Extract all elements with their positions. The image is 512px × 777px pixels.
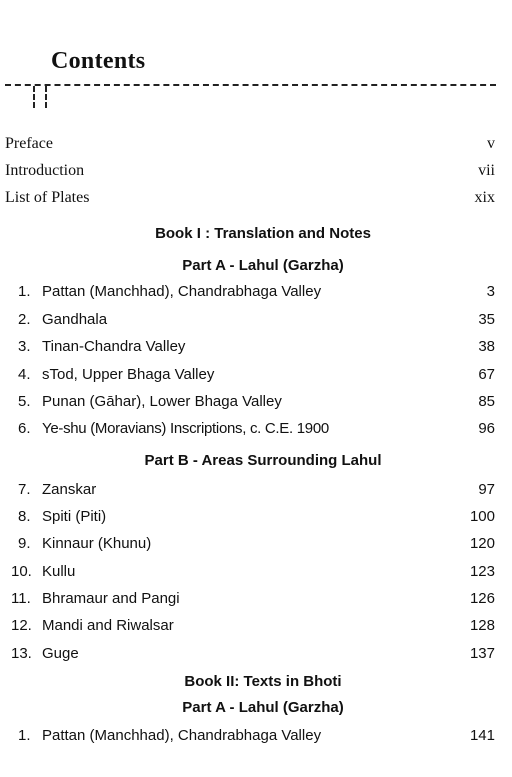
toc-page-number: 126: [469, 590, 495, 607]
toc-entry-number: 1.: [18, 283, 31, 300]
toc-entry-label: Introduction: [5, 162, 85, 179]
toc-entry[interactable]: [0, 364, 512, 386]
toc-entry-label: Mandi and Riwalsar: [42, 617, 174, 634]
page-title: Contents: [51, 48, 146, 74]
toc-entry-number: 1.: [18, 727, 31, 744]
toc-entry[interactable]: [0, 643, 512, 665]
toc-entry-label: Gandhala: [42, 311, 108, 328]
toc-entry-label: Kullu: [42, 563, 76, 580]
toc-entry[interactable]: [0, 336, 512, 358]
toc-entry-number: 5.: [18, 393, 31, 410]
toc-entry[interactable]: [0, 561, 512, 583]
toc-entry[interactable]: [0, 309, 512, 331]
toc-entry[interactable]: [0, 479, 512, 501]
toc-entry[interactable]: [0, 418, 512, 440]
toc-entry-label: Preface: [5, 135, 53, 152]
toc-entry[interactable]: [0, 588, 512, 610]
toc-entry-number: 8.: [18, 508, 31, 525]
toc-page-number: 137: [469, 645, 495, 662]
dashed-tick-right: [45, 86, 47, 108]
toc-entry-label: sTod, Upper Bhaga Valley: [42, 366, 215, 383]
toc-entry[interactable]: [0, 281, 512, 303]
toc-entry-number: 11.: [11, 590, 31, 607]
toc-entry-number: 6.: [18, 420, 31, 437]
dashed-tick-left: [33, 86, 35, 108]
toc-entry[interactable]: [0, 615, 512, 637]
toc-page-number: 128: [469, 617, 495, 634]
toc-page-number: 120: [469, 535, 495, 552]
toc-entry-label: List of Plates: [5, 189, 90, 206]
toc-page-number: vii: [478, 162, 495, 179]
toc-entry-list-of-plates[interactable]: [0, 187, 512, 209]
toc-entry-label: Punan (Gāhar), Lower Bhaga Valley: [42, 393, 282, 410]
toc-entry-number: 7.: [18, 481, 31, 498]
toc-entry-label: Ye-shu (Moravians) Inscriptions, c. C.E. 1900: [42, 420, 329, 437]
toc-entry[interactable]: [0, 391, 512, 413]
book-2-heading: Book II: Texts in Bhoti: [184, 673, 342, 690]
toc-entry-number: 13.: [11, 645, 32, 662]
toc-page-number: 85: [478, 393, 495, 410]
toc-entry-label: Pattan (Manchhad), Chandrabhaga Valley: [42, 727, 322, 744]
toc-entry-preface[interactable]: [0, 133, 512, 155]
toc-page-number: 97: [478, 481, 495, 498]
toc-page-number: 100: [469, 508, 495, 525]
toc-entry-number: 12.: [11, 617, 32, 634]
toc-page-number: xix: [474, 189, 495, 206]
toc-entry-introduction[interactable]: [0, 160, 512, 182]
toc-entry-label: Pattan (Manchhad), Chandrabhaga Valley: [42, 283, 322, 300]
toc-page-number: 35: [478, 311, 495, 328]
book-1-part-a-heading: Part A - Lahul (Garzha): [182, 257, 344, 274]
toc-entry-label: Spiti (Piti): [42, 508, 107, 525]
toc-page-number: v: [487, 135, 495, 152]
toc-entry-label: Tinan-Chandra Valley: [42, 338, 186, 355]
toc-page-number: 96: [478, 420, 495, 437]
toc-entry[interactable]: [0, 725, 512, 747]
toc-entry-label: Kinnaur (Khunu): [42, 535, 152, 552]
toc-page-number: 38: [478, 338, 495, 355]
toc-page-number: 141: [469, 727, 495, 744]
toc-page-number: 67: [478, 366, 495, 383]
toc-entry-number: 2.: [18, 311, 31, 328]
toc-page-number: 3: [486, 283, 495, 300]
toc-entry-number: 9.: [18, 535, 31, 552]
book-2-part-a-heading: Part A - Lahul (Garzha): [182, 699, 344, 716]
toc-page-number: 123: [469, 563, 495, 580]
toc-entry[interactable]: [0, 533, 512, 555]
toc-entry-label: Guge: [42, 645, 79, 662]
toc-entry[interactable]: [0, 506, 512, 528]
toc-entry-number: 3.: [18, 338, 31, 355]
dashed-divider: [5, 84, 496, 86]
book-1-heading: Book I : Translation and Notes: [155, 225, 371, 242]
toc-entry-label: Zanskar: [42, 481, 97, 498]
toc-entry-label: Bhramaur and Pangi: [42, 590, 180, 607]
toc-entry-number: 10.: [11, 563, 32, 580]
toc-entry-number: 4.: [18, 366, 31, 383]
book-1-part-b-heading: Part B - Areas Surrounding Lahul: [144, 452, 382, 469]
